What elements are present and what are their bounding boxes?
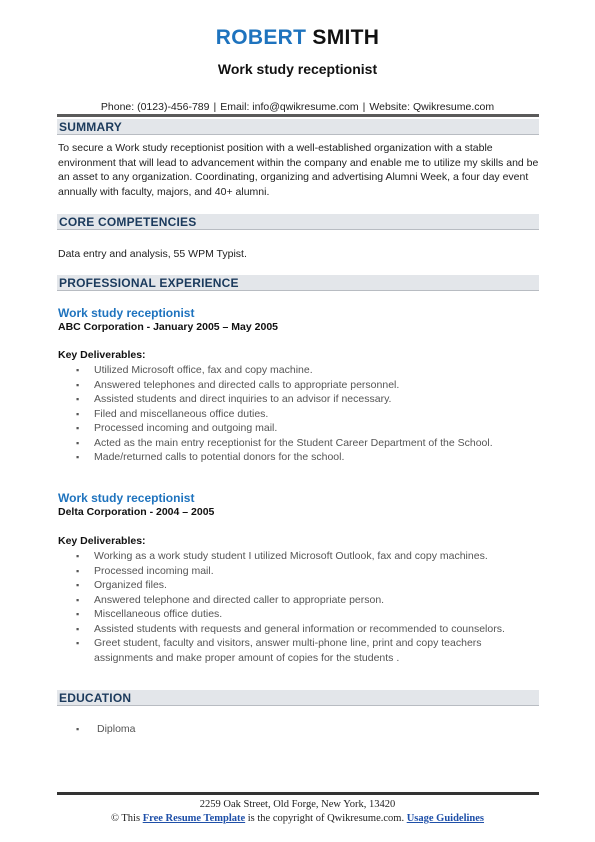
education-list <box>58 722 528 737</box>
footer-address: 2259 Oak Street, Old Forge, New York, 13420 <box>199 799 396 810</box>
contact-email: Email: info@qwikresume.com <box>220 101 359 113</box>
list-item: ▪ Processed incoming and outgoing mail. <box>76 422 278 434</box>
list-item: ▪ Greet student, faculty and visitors, answer multi-phone line, print and copy teachers assignments and make proper amount of copies for the students . <box>76 637 482 664</box>
square-bullet-icon: ▪ <box>76 623 80 634</box>
section-heading: CORE COMPETENCIES <box>59 215 197 229</box>
list-item: ▪ Assisted students and direct inquiries to an advisor if necessary. <box>76 393 392 405</box>
square-bullet-icon: ▪ <box>76 594 80 605</box>
square-bullet-icon: ▪ <box>76 724 80 734</box>
job-bullets <box>58 363 528 465</box>
section-heading: SUMMARY <box>59 120 122 134</box>
last-name: SMITH <box>312 26 380 49</box>
job-bullets <box>58 549 528 665</box>
list-item: ▪ Working as a work study student I utilized Microsoft Outlook, fax and copy machines. <box>76 550 488 562</box>
square-bullet-icon: ▪ <box>76 452 80 462</box>
contact-separator: | <box>362 101 366 113</box>
list-item: ▪ Answered telephones and directed calls to appropriate personnel. <box>76 378 400 391</box>
square-bullet-icon: ▪ <box>76 408 80 419</box>
key-deliverables-label: Key Deliverables: <box>58 349 146 361</box>
job-title: Work study receptionist <box>58 491 195 505</box>
list-item: ▪ Acted as the main entry receptionist for the Student Career Department of the School. <box>76 436 493 449</box>
first-name: ROBERT <box>215 26 307 49</box>
square-bullet-icon: ▪ <box>76 638 80 648</box>
section-header-education <box>57 690 539 706</box>
footer-copyright <box>0 813 595 824</box>
list-item: ▪ Utilized Microsoft office, fax and copy machine. <box>76 364 313 376</box>
list-item: ▪ Organized files. <box>76 579 167 591</box>
key-deliverables-label: Key Deliverables: <box>58 535 146 547</box>
summary-text: To secure a Work study receptionist position with a well-established organization with a stable environment that will lead to advancement within the company and enable me to utilize my skills and be an asset to any organization. Coordinating, organizing and advertising Alumni Week, a four day event annually with faculty, majors, and 40+ alumni. <box>58 142 539 198</box>
footer-divider <box>57 792 539 795</box>
job-company: ABC Corporation - January 2005 – May 2005 <box>58 321 278 333</box>
job-company: Delta Corporation - 2004 – 2005 <box>58 506 215 518</box>
copyright-prefix: © This <box>110 813 141 824</box>
section-header-summary <box>57 119 539 135</box>
square-bullet-icon: ▪ <box>76 437 80 448</box>
square-bullet-icon: ▪ <box>76 565 80 576</box>
list-item: ▪ Miscellaneous office duties. <box>76 608 223 620</box>
free-resume-template-link[interactable]: Free Resume Template <box>142 813 246 824</box>
copyright-middle: is the copyright of Qwikresume.com. <box>247 813 405 824</box>
section-header-competencies <box>57 214 539 230</box>
square-bullet-icon: ▪ <box>76 609 80 619</box>
resume-title: Work study receptionist <box>217 61 378 77</box>
usage-guidelines-link[interactable]: Usage Guidelines <box>406 813 485 824</box>
section-heading: EDUCATION <box>59 691 132 705</box>
competencies-text: Data entry and analysis, 55 WPM Typist. <box>58 248 247 260</box>
list-item: ▪ Diploma <box>76 723 136 735</box>
section-header-experience <box>57 275 539 291</box>
contact-website: Website: Qwikresume.com <box>369 101 495 113</box>
square-bullet-icon: ▪ <box>76 580 80 590</box>
square-bullet-icon: ▪ <box>76 551 80 561</box>
list-item: ▪ Filed and miscellaneous office duties. <box>76 407 269 420</box>
contact-separator: | <box>213 101 217 113</box>
section-heading: PROFESSIONAL EXPERIENCE <box>59 276 239 290</box>
list-item: ▪ Processed incoming mail. <box>76 564 214 577</box>
square-bullet-icon: ▪ <box>76 365 80 375</box>
contact-phone: Phone: (0123)-456-789 <box>100 101 210 113</box>
square-bullet-icon: ▪ <box>76 379 80 390</box>
square-bullet-icon: ▪ <box>76 423 80 433</box>
list-item: ▪ Assisted students with requests and general information or recommended to counselors. <box>76 622 505 635</box>
list-item: ▪ Answered telephone and directed caller to appropriate person. <box>76 593 385 606</box>
job-title: Work study receptionist <box>58 306 195 320</box>
candidate-name <box>0 26 595 50</box>
list-item: ▪ Made/returned calls to potential donors for the school. <box>76 451 345 463</box>
contact-line <box>0 101 595 113</box>
header-divider <box>57 114 539 117</box>
square-bullet-icon: ▪ <box>76 394 80 404</box>
